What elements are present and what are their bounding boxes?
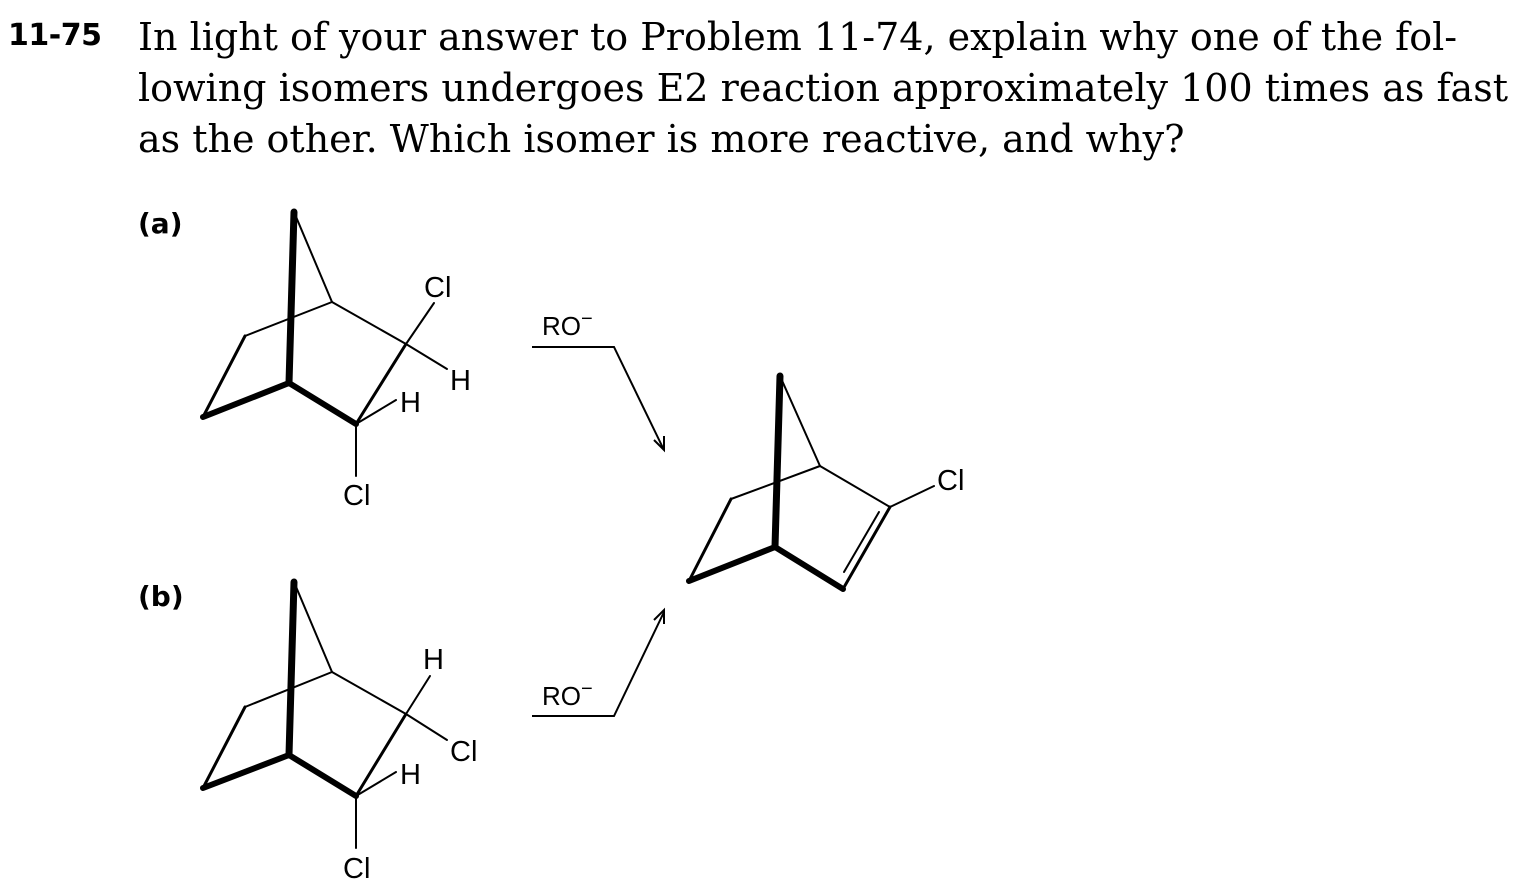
bond-b-c2-h	[406, 676, 430, 714]
atom-a-h-right: H	[450, 365, 471, 397]
bond-p-c4-c3	[775, 547, 843, 589]
bond-a-bridge-front	[289, 212, 294, 383]
atom-a-h-mid: H	[400, 387, 421, 419]
reagent-top: RO−	[542, 308, 593, 341]
isomer-b-structure	[203, 582, 447, 848]
bond-p-double-outer	[843, 507, 890, 589]
bond-p-c2-cl	[890, 486, 934, 507]
bond-b-bridge-back	[294, 582, 332, 672]
atom-b-h-mid: H	[400, 759, 421, 791]
bond-a-c3-c2	[356, 344, 406, 424]
isomer-a-structure	[203, 212, 447, 476]
problem-line-3: as the other. Which isomer is more reactive, and why?	[138, 117, 1185, 161]
bond-p-double-inner	[844, 512, 879, 572]
bond-a-c4-c3	[289, 383, 356, 424]
problem-line-1: In light of your answer to Problem 11-74, explain why one of the fol-	[138, 15, 1458, 59]
bond-b-c1-c2	[332, 672, 406, 714]
bond-b-c3-c2	[356, 714, 406, 796]
atom-a-cl-bottom: Cl	[343, 480, 371, 512]
bond-a-bridge-back	[294, 212, 332, 302]
bond-p-bridge-back	[780, 376, 820, 466]
reagent-bottom: RO−	[542, 678, 593, 711]
part-b-label: (b)	[138, 580, 184, 613]
bond-p-c1-c2	[820, 466, 890, 507]
bond-b-c2-cl	[406, 714, 447, 740]
bond-b-bridge-front	[289, 582, 294, 755]
problem-number: 11-75	[8, 18, 102, 53]
atom-a-cl-top: Cl	[424, 272, 452, 304]
bond-a-c2-h	[406, 344, 447, 369]
atom-b-cl-bottom: Cl	[343, 853, 371, 885]
product-structure	[689, 376, 934, 589]
bond-p-c5-c4	[689, 547, 775, 581]
atom-b-cl-right: Cl	[450, 736, 478, 768]
arrow-top-path	[532, 347, 663, 448]
bond-p-bridge-front	[775, 376, 780, 547]
bond-a-c2-cl	[406, 303, 434, 344]
bond-a-c1-c2	[332, 302, 406, 344]
bond-b-c4-c3	[289, 755, 356, 796]
bond-a-c5-c4	[203, 383, 289, 417]
problem-line-2: lowing isomers undergoes E2 reaction approximately 100 times as fast	[138, 66, 1508, 110]
atom-p-cl: Cl	[937, 465, 965, 497]
atom-b-h-top: H	[423, 644, 444, 676]
arrow-top	[532, 347, 664, 450]
part-a-label: (a)	[138, 207, 183, 240]
